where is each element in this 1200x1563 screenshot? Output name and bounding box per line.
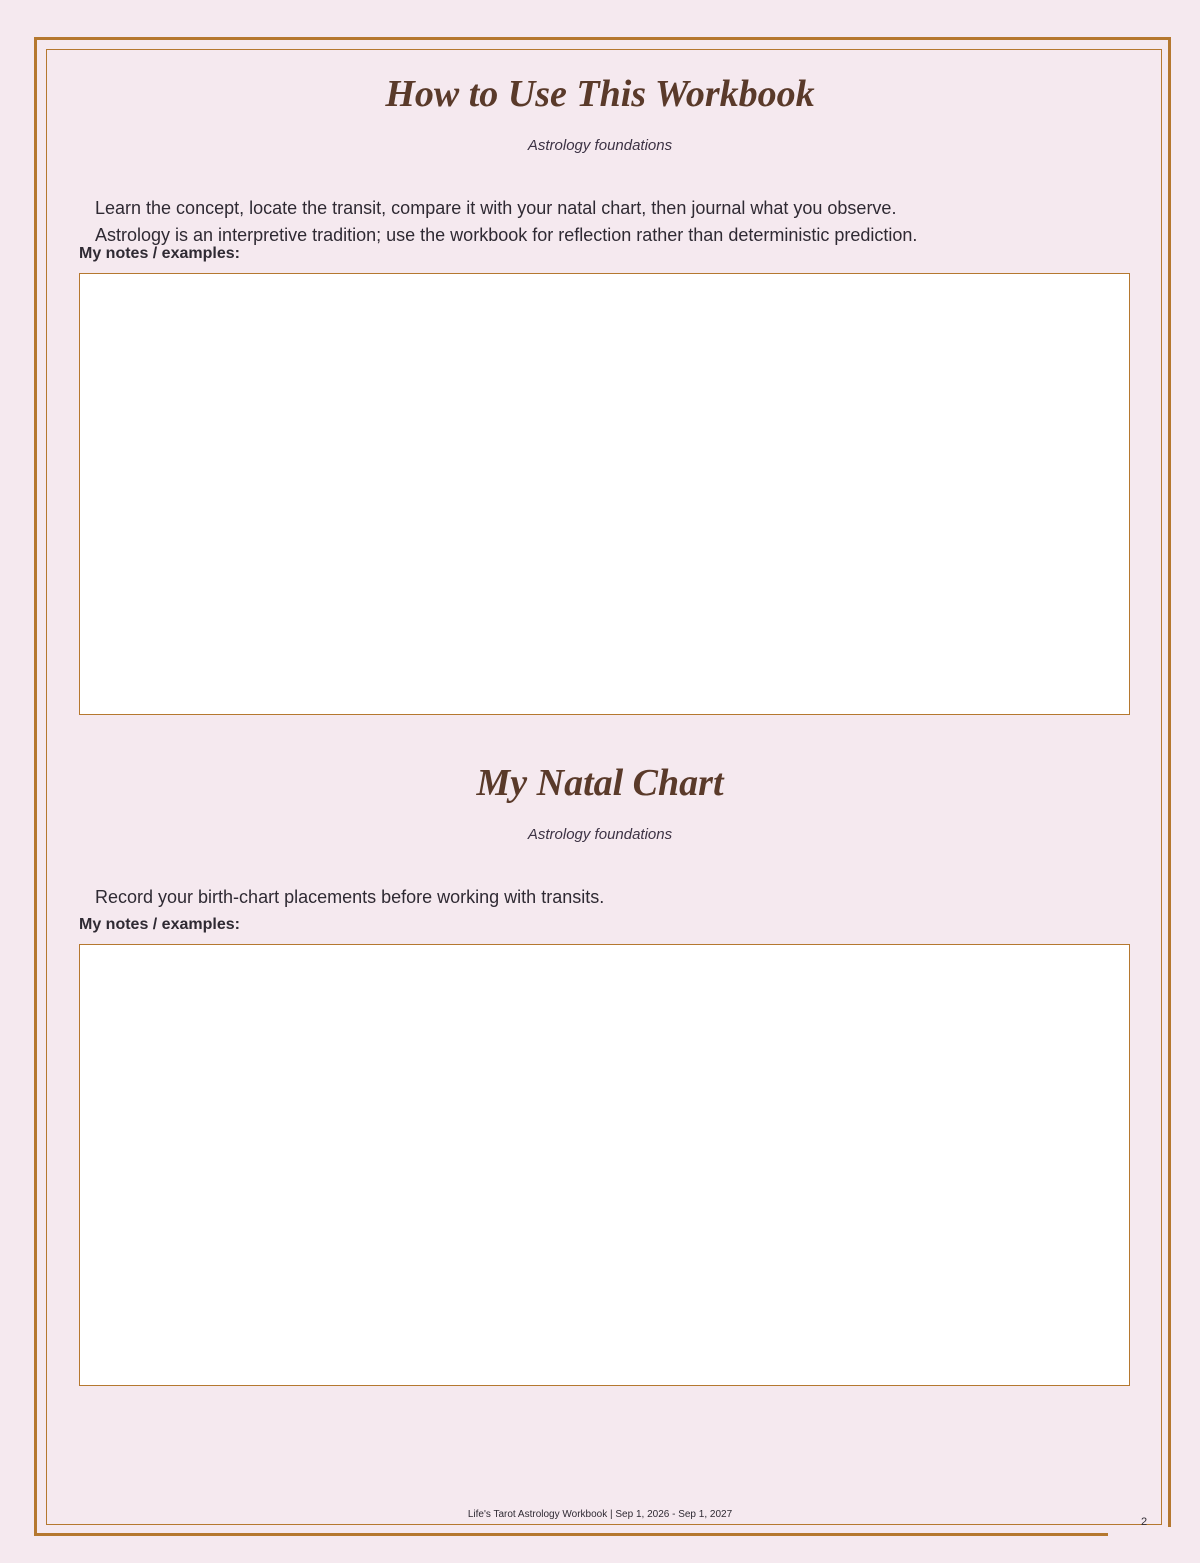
page-footer: Life's Tarot Astrology Workbook | Sep 1, 2026 - Sep 1, 2027 bbox=[467, 1509, 733, 1520]
notes-writing-box[interactable] bbox=[79, 273, 1130, 715]
body-text: Learn the concept, locate the transit, compare it with your natal chart, then journal what you observe. bbox=[95, 198, 897, 218]
notes-writing-box[interactable] bbox=[79, 944, 1130, 1386]
section-title: How to Use This Workbook bbox=[385, 73, 815, 115]
frame-gap bbox=[1166, 1527, 1174, 1539]
notes-label: My notes / examples: bbox=[79, 916, 240, 933]
section-subtitle: Astrology foundations bbox=[527, 826, 673, 843]
body-text: Record your birth-chart placements before working with transits. bbox=[95, 887, 605, 907]
notes-label: My notes / examples: bbox=[79, 245, 240, 262]
section-subtitle: Astrology foundations bbox=[527, 137, 673, 154]
body-text: Astrology is an interpretive tradition; use the workbook for reflection rather than deterministic prediction. bbox=[95, 225, 918, 245]
section-title: My Natal Chart bbox=[476, 762, 724, 804]
page-number: 2 bbox=[1141, 1516, 1148, 1528]
